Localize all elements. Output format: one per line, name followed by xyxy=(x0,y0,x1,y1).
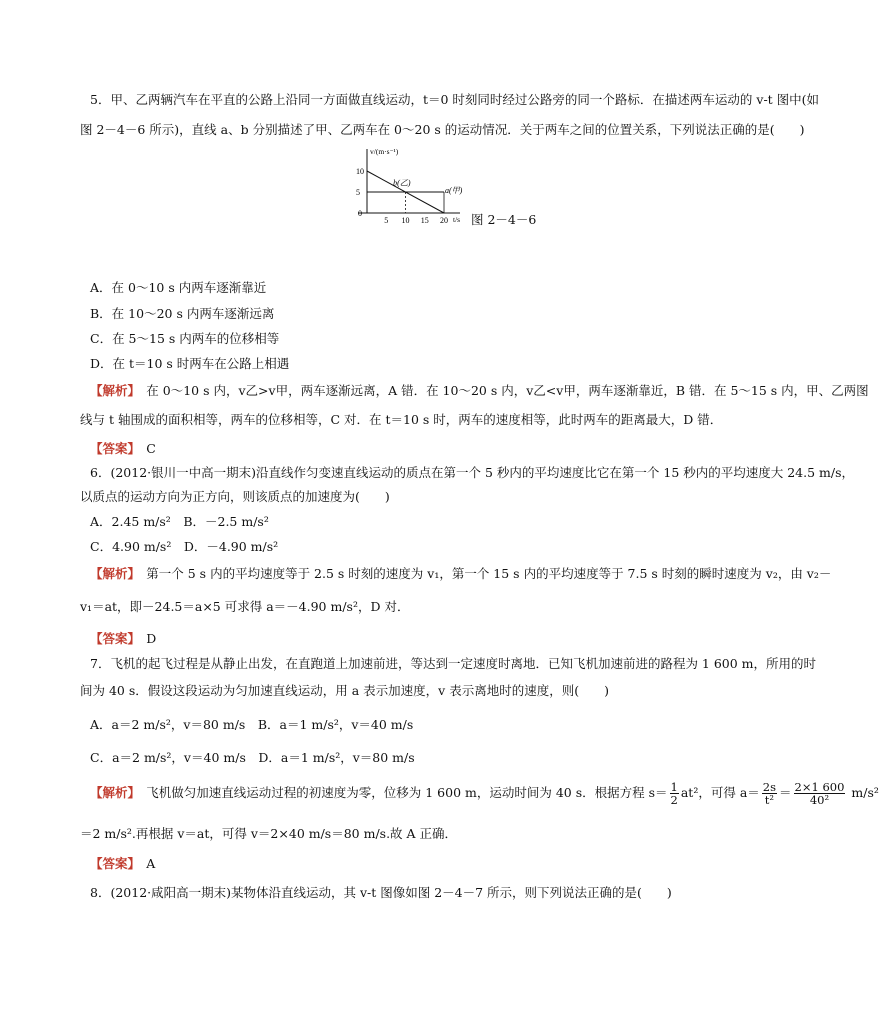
q7-analysis-line2: ＝2 m/s².再根据 v＝at，可得 v＝2×40 m/s＝80 m/s.故 A 正确． xyxy=(80,826,458,841)
x-axis-label: t/s xyxy=(453,215,461,224)
q7-options-ab: A．a＝2 m/s²，v＝80 m/s B．a＝1 m/s²，v＝40 m/s xyxy=(90,717,414,732)
analysis-tag: 【解析】 xyxy=(90,566,134,581)
q5-stem-line1: 5．甲、乙两辆汽车在平直的公路上沿同一方面做直线运动，t＝0 时刻同时经过公路旁的同一个路标．在描述两车运动的 v-t 图中(如 xyxy=(90,92,820,107)
q5-option-b: B．在 10～20 s 内两车逐渐远离 xyxy=(90,306,275,321)
q6-options-cd: C．4.90 m/s² D．－4.90 m/s² xyxy=(90,539,279,554)
series-a-label: a(甲) xyxy=(445,186,463,195)
x-tick-label: 5 xyxy=(384,216,389,225)
fraction-one-half: $\frac{1}{2}$ xyxy=(670,780,678,808)
q6-analysis-line2: v₁＝at，即－24.5＝a×5 可求得 a＝－4.90 m/s²，D 对． xyxy=(80,599,410,614)
q7-answer xyxy=(90,856,155,871)
q6-answer-value: D xyxy=(146,631,157,646)
q7-stem-line2: 间为 40 s．假设这段运动为匀加速直线运动，用 a 表示加速度，v 表示离地时的速度，则( ) xyxy=(80,683,609,698)
q5-stem-line2: 图 2－4－6 所示)，直线 a、b 分别描述了甲、乙两车在 0～20 s 的运动情况．关于两车之间的位置关系，下列说法正确的是( ) xyxy=(80,122,805,137)
figure-caption: 图 2－4－6 xyxy=(471,212,537,227)
q5-option-c: C．在 5～15 s 内两车的位移相等 xyxy=(90,331,280,346)
y-axis-label: v/(m·s⁻¹) xyxy=(370,147,399,156)
x-tick-label: 20 xyxy=(440,216,448,225)
q7-options-cd: C．a＝2 m/s²，v＝40 m/s D．a＝1 m/s²，v＝80 m/s xyxy=(90,750,415,765)
q6-options-ab: A．2.45 m/s² B．－2.5 m/s² xyxy=(90,514,269,529)
q7-analysis-mid: at²，可得 a＝ xyxy=(680,785,760,801)
q7-answer-value: A xyxy=(146,856,156,871)
y-tick-label: 5 xyxy=(356,188,360,197)
q7-analysis-pre: 飞机做匀加速直线运动过程的初速度为零，位移为 1 600 m，运动时间为 40 s．根据方程 s＝ xyxy=(146,785,668,801)
origin-label: 0 xyxy=(358,209,362,218)
q5-answer-value: C xyxy=(146,441,156,456)
x-tick-label: 15 xyxy=(420,216,429,225)
q7-analysis-line1: 【解析】 飞机做匀加速直线运动过程的初速度为零，位移为 1 600 m，运动时间为 40 s．根据方程 s＝ $\frac{1}{2}$ at²，可得 a＝ $\frac{2s}{\text{t²}}$ ＝ $\frac{2\times 1 600}{\text{40²}}$ m/s² xyxy=(90,780,879,808)
q5-analysis-line2: 线与 t 轴围成的面积相等，两车的位移相等，C 对．在 t＝10 s 时，两车的速度相等，此时两车的距离最大，D 错． xyxy=(80,412,723,427)
answer-tag: 【答案】 xyxy=(90,856,134,871)
x-tick-label: 10 xyxy=(401,216,410,225)
q6-answer xyxy=(90,631,156,646)
q6-analysis-line1 xyxy=(90,566,831,581)
q7-stem-line1: 7．飞机的起飞过程是从静止出发，在直跑道上加速前进，等达到一定速度时离地．已知飞机加速前进的路程为 1 600 m，所用的时 xyxy=(90,656,817,671)
analysis-tag: 【解析】 xyxy=(90,383,134,398)
answer-tag: 【答案】 xyxy=(90,631,134,646)
q5-answer xyxy=(90,441,156,456)
q7-unit: m/s² xyxy=(851,785,879,801)
q5-option-d: D．在 t＝10 s 时两车在公路上相遇 xyxy=(90,356,290,371)
series-b-label: b(乙) xyxy=(393,178,411,188)
q6-stem-line1: 6．(2012·银川一中高一期末)沿直线作匀变速直线运动的质点在第一个 5 秒内的平均速度比它在第一个 15 秒内的平均速度大 24.5 m/s， xyxy=(90,465,855,480)
y-tick-label: 10 xyxy=(356,167,364,176)
answer-tag: 【答案】 xyxy=(90,441,134,456)
q8-stem-line1: 8．(2012·咸阳高一期末)某物体沿直线运动，其 v-t 图像如图 2－4－7 所示，则下列说法正确的是( ) xyxy=(90,885,672,900)
q5-option-a: A．在 0～10 s 内两车逐渐靠近 xyxy=(90,280,267,295)
velocity-time-graph xyxy=(354,147,470,225)
fraction-2s-over-t2: $\frac{2s}{\text{t²}}$ xyxy=(762,780,776,808)
q6-stem-line2: 以质点的运动方向为正方向，则该质点的加速度为( ) xyxy=(80,489,390,504)
analysis-tag: 【解析】 xyxy=(90,785,134,801)
q5-analysis-text: 在 0～10 s 内，v乙>v甲，两车逐渐远离，A 错．在 10～20 s 内，v乙<v甲，两车逐渐靠近，B 错．在 5～15 s 内，甲、乙两图 xyxy=(146,383,869,398)
fraction-numeric: $\frac{2\times 1 600}{\text{40²}}$ xyxy=(794,780,845,808)
q6-analysis-text: 第一个 5 s 内的平均速度等于 2.5 s 时刻的速度为 v₁，第一个 15 s 内的平均速度等于 7.5 s 时刻的瞬时速度为 v₂，由 v₂－ xyxy=(146,566,832,581)
q5-analysis-line1 xyxy=(90,383,869,398)
